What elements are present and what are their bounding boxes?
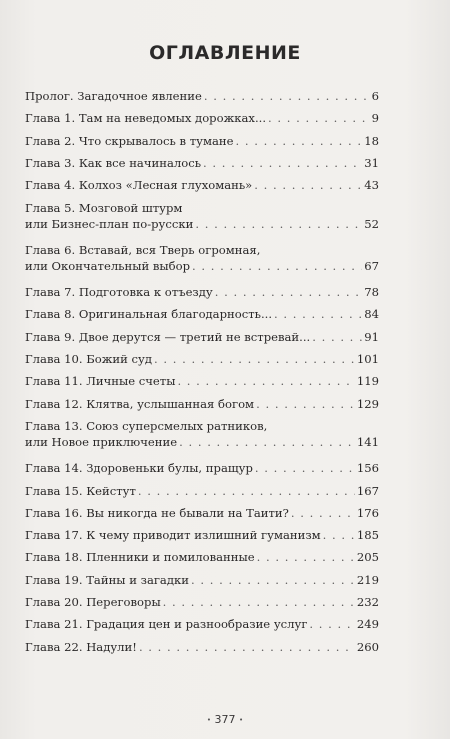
dot-leader (139, 639, 355, 655)
toc-entry (25, 177, 379, 193)
toc-entry (25, 200, 379, 232)
toc-entry-page: 9 (371, 111, 379, 126)
toc-entry-page: 260 (356, 639, 379, 654)
dot-leader (204, 88, 370, 104)
toc-entry-title: Глава 15. Кейстут (25, 483, 136, 498)
dot-leader (191, 572, 355, 588)
dot-leader (203, 155, 362, 171)
toc-entry-page: 141 (356, 434, 379, 449)
toc-entry (25, 594, 379, 610)
toc-entry (25, 242, 379, 274)
toc-entry (25, 616, 379, 632)
toc-entry (25, 418, 379, 450)
toc-entry-page: 249 (356, 617, 379, 632)
toc-entry (25, 306, 379, 322)
dot-leader (323, 527, 355, 543)
toc-entry-page: 129 (356, 396, 379, 411)
dot-leader (195, 216, 362, 232)
toc-entry-title: Глава 22. Надули! (25, 639, 137, 654)
toc-entry (25, 460, 379, 476)
toc-entry (25, 373, 379, 389)
toc-entry-title: Глава 21. Градация цен и разнообразие услуг (25, 617, 308, 632)
toc-entry (25, 549, 379, 565)
toc-entry-title: Глава 19. Тайны и загадки (25, 572, 189, 587)
toc-entry (25, 133, 379, 149)
page-title: ОГЛАВЛЕНИЕ (149, 42, 301, 64)
dot-leader (138, 483, 355, 499)
toc-entry-title: Пролог. Загадочное явление (25, 89, 202, 103)
dot-leader (236, 133, 363, 149)
toc-entry-page: 6 (371, 89, 379, 103)
toc-entry (25, 155, 379, 171)
toc-entry-title: Глава 9. Двое дерутся — третий не встревай... (25, 329, 311, 344)
toc-entry-title: Глава 20. Переговоры (25, 595, 161, 609)
dot-leader (192, 258, 362, 274)
toc-entry-title: Глава 1. Там на неведомых дорожках... (25, 111, 267, 126)
dot-leader (257, 549, 355, 565)
toc-entry (25, 351, 379, 367)
toc-entry-page: 219 (356, 572, 379, 587)
dot-leader (179, 434, 355, 450)
dot-leader (154, 351, 355, 367)
toc-entry-title: Глава 7. Подготовка к отъезду (25, 285, 213, 300)
toc-entry-title: Глава 10. Божий суд (25, 352, 152, 366)
toc-entry (25, 505, 379, 521)
dot-leader (255, 460, 355, 476)
dot-leader (254, 177, 362, 193)
toc-entry-title: Глава 13. Союз суперсмелых ратников, (25, 418, 268, 433)
toc-entry-page: 78 (364, 285, 379, 300)
toc-entry-title: Глава 4. Колхоз «Лесная глухомань» (25, 178, 253, 193)
dot-leader (215, 284, 363, 300)
toc-entry (25, 329, 379, 345)
toc-entry (25, 396, 379, 412)
toc-entry-title: Глава 5. Мозговой штурм (25, 200, 183, 215)
toc-entry-title: Глава 18. Пленники и помилованные (25, 550, 255, 565)
toc-entry (25, 88, 379, 104)
toc-entry-page: 232 (356, 595, 379, 609)
toc-entry-page: 84 (364, 307, 379, 322)
footer-ornament-left: • (206, 716, 211, 724)
toc-entry-title: Глава 6. Вставай, вся Тверь огромная, (25, 242, 261, 257)
dot-leader (291, 505, 355, 521)
toc-entry-page: 43 (364, 178, 379, 193)
toc-entry-page: 18 (364, 133, 379, 148)
page-footer (0, 713, 450, 726)
toc-entry-title: или Окончательный выбор (25, 258, 190, 273)
toc-entry (25, 639, 379, 655)
toc-entry-page: 91 (364, 329, 379, 344)
dot-leader (177, 373, 354, 389)
dot-leader (312, 329, 362, 345)
toc-entry-page: 119 (356, 374, 379, 389)
toc-entry-title: Глава 3. Как все начиналось (25, 155, 202, 170)
toc-entry-title: или Новое приключение (25, 434, 178, 449)
footer-ornament-right: • (239, 716, 244, 724)
dot-leader (256, 396, 355, 412)
toc-entry (25, 110, 379, 126)
dot-leader (309, 616, 354, 632)
toc-entry-page: 205 (356, 550, 379, 565)
toc-entry-page: 185 (356, 528, 379, 543)
toc-entry-title: Глава 11. Личные счеты (25, 374, 176, 389)
toc-entry (25, 572, 379, 588)
toc-entry (25, 483, 379, 499)
toc-entry-title: Глава 14. Здоровеньки булы, пращур (25, 461, 253, 476)
toc-entry-title: Глава 12. Клятва, услышанная богом (25, 396, 255, 411)
toc-entry-page: 156 (356, 461, 379, 476)
toc-entry-page: 67 (364, 258, 379, 273)
toc-entry-page: 31 (364, 155, 379, 170)
toc-entry-page: 101 (356, 352, 379, 366)
toc-entry (25, 284, 379, 300)
page-number: 377 (214, 713, 236, 726)
dot-leader (274, 306, 362, 322)
toc-entry (25, 527, 379, 543)
dot-leader (163, 594, 355, 610)
toc-entry-page: 52 (364, 216, 379, 231)
toc-entry-page: 176 (356, 505, 379, 520)
toc-entry-title: Глава 2. Что скрывалось в тумане (25, 133, 234, 148)
toc-entry-title: Глава 16. Вы никогда не бывали на Таити? (25, 505, 289, 520)
toc-entry-page: 167 (356, 483, 379, 498)
toc-entry-title: Глава 17. К чему приводит излишний гуманизм (25, 528, 321, 543)
toc-entry-title: или Бизнес-план по-русски (25, 216, 194, 231)
toc-entry-title: Глава 8. Оригинальная благодарность... (25, 307, 273, 322)
dot-leader (268, 110, 370, 126)
